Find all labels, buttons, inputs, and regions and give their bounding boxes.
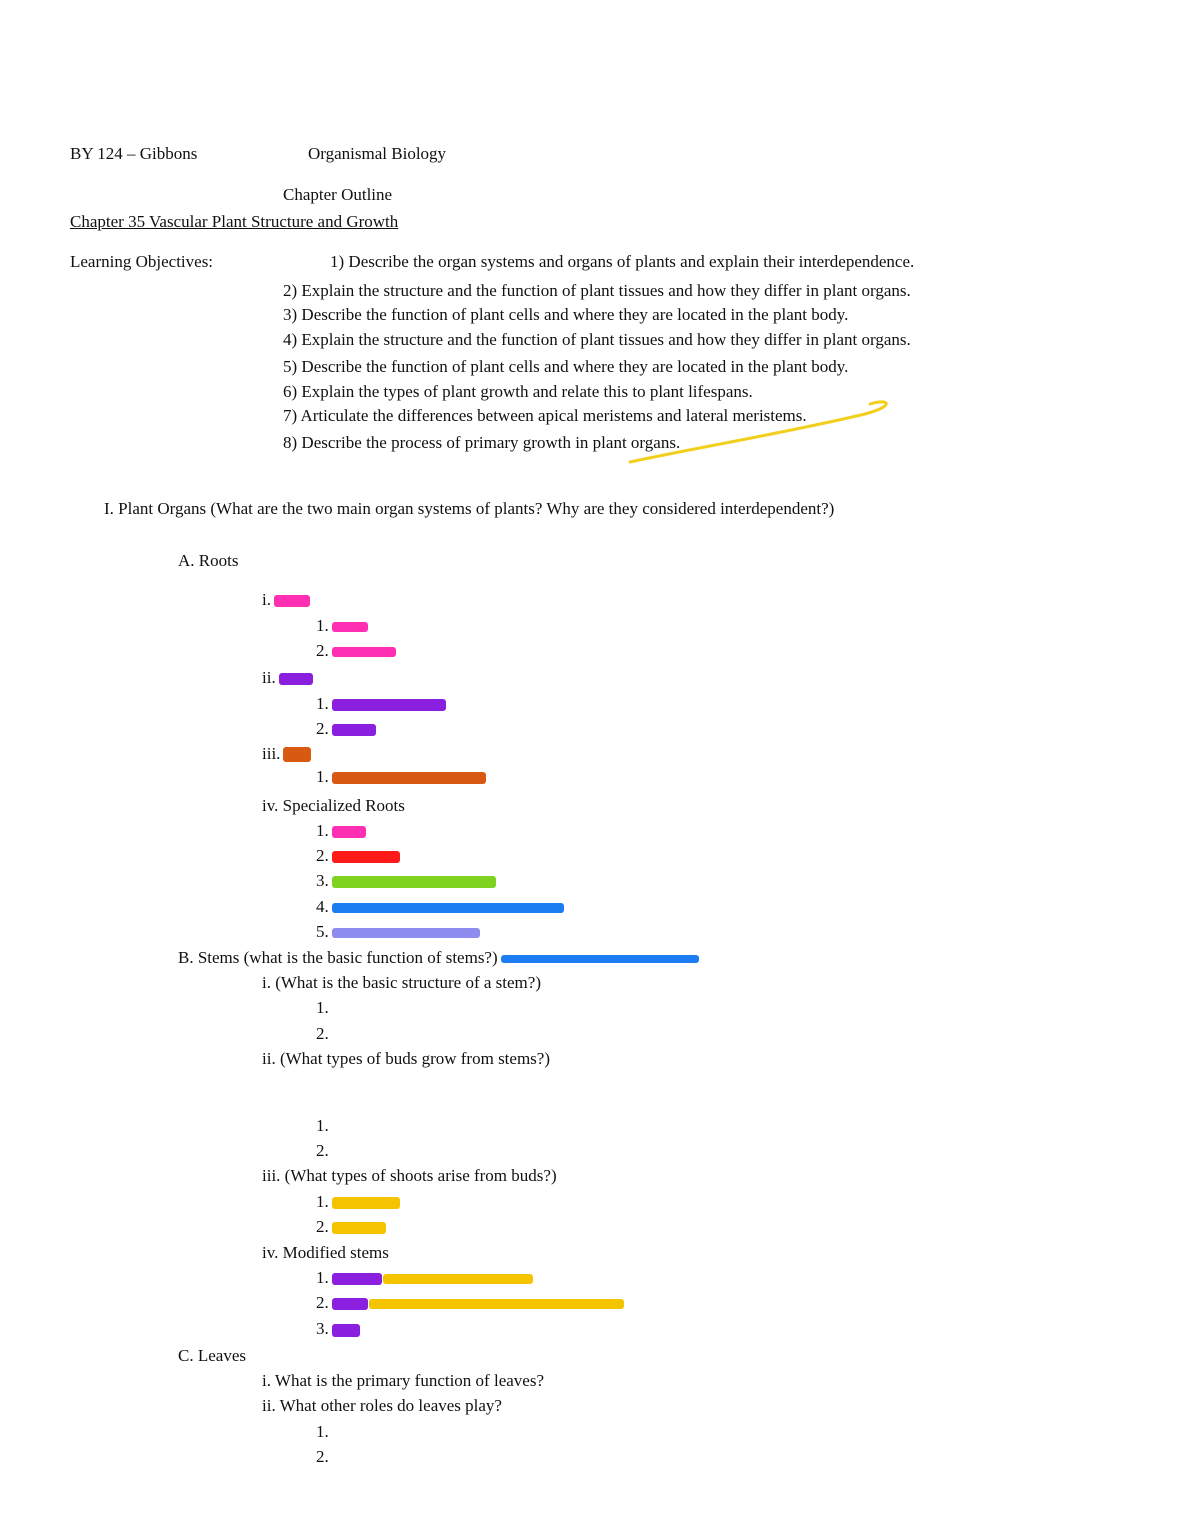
outline-marker: 1. <box>316 767 329 786</box>
roots-iii-1 <box>316 766 491 788</box>
subject-title: Organismal Biology <box>308 144 447 163</box>
outline-marker: 4. <box>316 897 329 916</box>
stems-iii: iii. (What types of shoots arise from buds?) <box>262 1166 557 1185</box>
outline-marker: 2. <box>316 641 329 660</box>
purple-scribble <box>278 670 318 688</box>
stems-i: i. (What is the basic structure of a stem?) <box>262 973 541 992</box>
outline-marker: ii. <box>262 668 276 687</box>
purple-scribble <box>331 696 451 714</box>
leaves-heading: C. Leaves <box>178 1346 246 1365</box>
purple-scribble <box>331 1321 365 1339</box>
leaves-ii-1: 1. <box>316 1422 329 1441</box>
outline-marker: i. <box>262 590 271 609</box>
objective-item: 1) Describe the organ systems and organs of plants and explain their interdependence. <box>330 252 915 271</box>
pink-scribble <box>331 643 401 661</box>
roots-iv: iv. Specialized Roots <box>262 796 405 815</box>
roots-ii <box>262 667 318 689</box>
roots-i <box>262 589 313 611</box>
roots-iv-3 <box>316 870 501 892</box>
blue-scribble <box>331 899 571 917</box>
roots-ii-1 <box>316 693 451 715</box>
chapter-title: Chapter 35 Vascular Plant Structure and Growth <box>70 212 399 231</box>
outline-marker: 1. <box>316 616 329 635</box>
orange-scribble <box>282 745 316 765</box>
yellow-pen-stroke <box>620 392 900 467</box>
stems-ii-1: 1. <box>316 1116 329 1135</box>
outline-marker: 1. <box>316 694 329 713</box>
outline-marker: iii. <box>262 744 281 763</box>
outline-marker: 5. <box>316 922 329 941</box>
objectives-label: Learning Objectives: <box>70 252 214 271</box>
outline-marker: 3. <box>316 1319 329 1338</box>
outline-marker: 3. <box>316 871 329 890</box>
objective-item: 3) Describe the function of plant cells and where they are located in the plant body. <box>283 305 849 324</box>
outline-marker: 2. <box>316 846 329 865</box>
roots-i-2 <box>316 640 401 662</box>
objective-item: 4) Explain the structure and the function of plant tissues and how they differ in plant organs. <box>283 330 911 349</box>
stems-ii: ii. (What types of buds grow from stems?) <box>262 1049 550 1068</box>
section-plant-organs: I. Plant Organs (What are the two main organ systems of plants? Why are they considered interdependent?) <box>104 499 835 518</box>
outline-marker: 2. <box>316 719 329 738</box>
lavender-scribble <box>331 924 486 942</box>
stems-iv-1 <box>316 1267 541 1289</box>
roots-i-1 <box>316 615 371 637</box>
roots-iv-5 <box>316 921 486 943</box>
orange-scribble <box>331 769 491 787</box>
objective-item: 2) Explain the structure and the function of plant tissues and how they differ in plant organs. <box>283 281 911 300</box>
stems-iv: iv. Modified stems <box>262 1243 389 1262</box>
purple-gold-scribble <box>331 1270 541 1288</box>
objective-item: 5) Describe the function of plant cells and where they are located in the plant body. <box>283 357 849 376</box>
purple-gold-scribble <box>331 1295 631 1313</box>
stems-heading <box>178 947 705 969</box>
stems-heading-text: B. Stems (what is the basic function of stems?) <box>178 948 498 967</box>
roots-iii <box>262 743 316 765</box>
green-scribble <box>331 873 501 891</box>
roots-iv-4 <box>316 896 571 918</box>
outline-marker: 1. <box>316 1192 329 1211</box>
objective-item: 7) Articulate the differences between apical meristems and lateral meristems. <box>283 406 807 425</box>
outline-marker: 2. <box>316 1293 329 1312</box>
leaves-ii: ii. What other roles do leaves play? <box>262 1396 502 1415</box>
objective-item: 6) Explain the types of plant growth and relate this to plant lifespans. <box>283 382 753 401</box>
stems-iii-2 <box>316 1216 391 1238</box>
objective-item: 8) Describe the process of primary growth in plant organs. <box>283 433 681 452</box>
roots-heading: A. Roots <box>178 551 239 570</box>
leaves-i: i. What is the primary function of leaves? <box>262 1371 544 1390</box>
outline-marker: 1. <box>316 821 329 840</box>
pink-scribble <box>273 592 313 610</box>
roots-iv-2 <box>316 845 405 867</box>
stems-iv-3 <box>316 1318 365 1340</box>
stems-i-1: 1. <box>316 998 329 1017</box>
pink-scribble <box>331 618 371 636</box>
red-scribble <box>331 848 405 866</box>
purple-scribble <box>331 721 381 739</box>
roots-iv-1 <box>316 820 371 842</box>
outline-marker: 2. <box>316 1217 329 1236</box>
leaves-ii-2: 2. <box>316 1447 329 1466</box>
blue-scribble <box>500 950 705 968</box>
outline-label: Chapter Outline <box>283 185 393 204</box>
stems-iv-2 <box>316 1292 631 1314</box>
gold-scribble <box>331 1219 391 1237</box>
pink-scribble <box>331 823 371 841</box>
course-code: BY 124 – Gibbons <box>70 144 198 163</box>
gold-scribble <box>331 1194 406 1212</box>
stems-i-2: 2. <box>316 1024 329 1043</box>
outline-marker: 1. <box>316 1268 329 1287</box>
stems-iii-1 <box>316 1191 406 1213</box>
roots-ii-2 <box>316 718 381 740</box>
stems-ii-2: 2. <box>316 1141 329 1160</box>
